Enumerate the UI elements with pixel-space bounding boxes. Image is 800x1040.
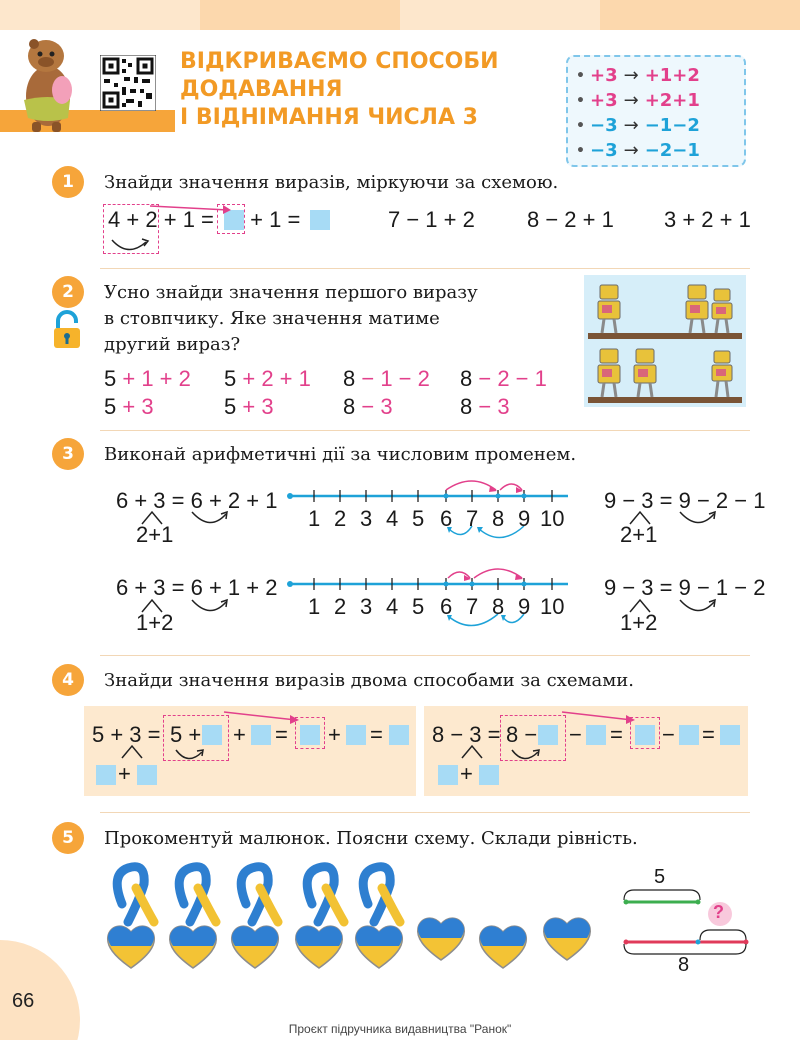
scheme-arrows [100,196,260,266]
tick-label: 1 [308,506,321,531]
expression: 7 − 1 + 2 [388,207,475,232]
task-number-badge: 4 [52,664,84,696]
unlocked-padlock-icon [52,310,82,350]
scheme-operator: + [328,722,341,747]
task-number-badge: 1 [52,166,84,198]
operations: + 1 + 2 [116,366,191,391]
tick-label: 3 [360,506,373,531]
top-strip-segment [400,0,600,30]
task-instruction: Виконай арифметичні дії за числовим променем. [104,444,577,465]
task-number-badge: 5 [52,822,84,854]
rule-right: +2+1 [644,90,700,111]
ribbons-and-hearts-illustration [100,858,600,978]
operand: 2 [145,207,158,232]
scheme-expression: 5 + 3 = [92,722,161,747]
page-number: 66 [12,990,35,1012]
operand: 5 [104,394,117,419]
decomposition-expression: 9 − 3 = 9 − 1 − 2 [604,575,766,600]
rule-right: +1+2 [644,65,700,86]
scheme-inner: 8 − [506,722,538,747]
column-expression [104,394,154,420]
scheme-operator: − [662,722,675,747]
title-line: ВІДКРИВАЄМО СПОСОБИ [180,49,499,74]
heart-icon [356,926,403,968]
task4-arrows [84,706,748,796]
tick-label: 1 [308,594,321,619]
rules-box [566,55,746,167]
top-strip-segment [200,0,400,30]
bullet-icon: • [576,67,585,84]
rule-row [576,63,736,88]
task-instruction: Прокоментуй малюнок. Поясни схему. Склади рівність. [104,828,638,849]
rule-right: −1−2 [644,115,700,136]
arrow-right-icon: → [623,115,639,136]
number-line-labels [300,506,600,534]
task-instruction: Знайди значення виразів, міркуючи за схемою. [104,172,559,193]
expression-rest: + 1 = [163,207,214,232]
heart-icon [418,918,465,960]
rule-row [576,113,736,138]
ribbon-icon [363,867,400,922]
bullet-icon: • [576,92,585,109]
column-expression [104,366,191,392]
tick-label: 7 [466,594,479,619]
operations: − 1 − 2 [355,366,430,391]
operations: − 3 [472,394,510,419]
tick-label: 8 [492,594,505,619]
operations: − 3 [355,394,393,419]
decomposition-expression: 6 + 3 = 6 + 1 + 2 [116,575,278,600]
decomposition-expression: 6 + 3 = 6 + 2 + 1 [116,488,278,513]
column-expression [460,394,510,420]
decomposition-split: 1+2 [620,610,658,635]
operations: + 2 + 1 [236,366,311,391]
heart-icon [296,926,343,968]
heart-icon [544,918,591,960]
capybara-mascot-icon [18,34,78,134]
decomposition-split: 2+1 [136,522,174,547]
tick-label: 9 [518,506,531,531]
operand: 5 [224,366,237,391]
expression: 8 − 2 + 1 [527,207,614,232]
section-divider [100,655,750,656]
scheme-expression: 8 − 3 = [432,722,501,747]
rule-left: +3 [590,90,618,111]
heart-icon [232,926,279,968]
tick-label: 4 [386,506,399,531]
decomposition-split: 2+1 [620,522,658,547]
question-mark-badge: ? [713,902,724,922]
column-expression [343,366,430,392]
bullet-icon: • [576,142,585,159]
scheme-equals: = [370,722,383,747]
operations: + 3 [116,394,154,419]
top-strip-segment [0,0,200,30]
tick-label: 2 [334,506,347,531]
rule-row [576,138,736,163]
tick-label: 7 [466,506,479,531]
scheme-equals: = [610,722,623,747]
scheme-plus: + [460,761,473,786]
instruction-line: в стовпчику. Яке значення матиме [104,308,440,329]
title-line: ДОДАВАННЯ [180,77,343,102]
operand: 5 [224,394,237,419]
tick-label: 10 [540,594,565,619]
section-divider [100,430,750,431]
task-number-badge: 3 [52,438,84,470]
operations: + 3 [236,394,274,419]
instruction-line: Усно знайди значення першого виразу [104,282,478,303]
instruction-line: другий вираз? [104,334,241,355]
tick-label: 2 [334,594,347,619]
section-divider [100,268,750,269]
bullet-icon: • [576,117,585,134]
number-line-labels [300,594,600,622]
operand: 8 [460,366,473,391]
arrow-right-icon: → [623,90,639,111]
rule-left: −3 [590,115,618,136]
arrow-right-icon: → [623,65,639,86]
task-instruction: Знайди значення виразів двома способами за схемами. [104,670,634,691]
heart-icon [108,926,155,968]
tick-label: 5 [412,506,425,531]
operand: 8 [343,394,356,419]
heart-icon [480,926,527,968]
operand: 8 [343,366,356,391]
tick-label: 6 [440,506,453,531]
rule-row [576,88,736,113]
column-expression [460,366,547,392]
ribbon-icon [241,867,278,922]
top-strip-segment [600,0,800,30]
scheme-operator: + [233,722,246,747]
scheme-inner: 5 + [170,722,202,747]
tick-label: 8 [492,506,505,531]
column-expression [343,394,393,420]
tick-label: 5 [412,594,425,619]
scheme-top-value: 5 [654,866,666,888]
operand: 4 [108,207,121,232]
answer-square[interactable] [310,210,330,230]
ribbon-icon [117,867,154,922]
section-divider [100,812,750,813]
operator: + [126,207,140,232]
decomposition-split: 1+2 [136,610,174,635]
title-line: І ВІДНІМАННЯ ЧИСЛА 3 [180,105,478,130]
tick-label: 3 [360,594,373,619]
rule-left: +3 [590,65,618,86]
qr-code-icon[interactable] [100,55,156,111]
scheme-operator: − [569,722,582,747]
expression-rest: + 1 = [250,207,301,232]
segment-scheme-diagram [620,880,750,960]
rule-left: −3 [590,140,618,161]
scheme-bottom-value: 8 [678,954,690,976]
decomposition-expression: 9 − 3 = 9 − 2 − 1 [604,488,766,513]
ribbon-icon [179,867,216,922]
tick-label: 4 [386,594,399,619]
rule-right: −2−1 [644,140,700,161]
operations: − 2 − 1 [472,366,547,391]
tick-label: 6 [440,594,453,619]
tick-label: 9 [518,594,531,619]
ribbon-icon [307,867,344,922]
robots-illustration [584,275,746,407]
page-title [180,48,560,132]
scheme-plus: + [118,761,131,786]
heart-icon [170,926,217,968]
arrow-right-icon: → [623,140,639,161]
scheme-equals: = [275,722,288,747]
task-instruction [104,280,478,358]
column-expression [224,394,274,420]
robots-icon [584,275,746,407]
footer-text: Проєкт підручника видавництва "Ранок" [288,1022,512,1036]
operand: 8 [460,394,473,419]
column-expression [224,366,311,392]
task-number-badge: 2 [52,276,84,308]
operand: 5 [104,366,117,391]
tick-label: 10 [540,506,565,531]
expression: 3 + 2 + 1 [664,207,751,232]
scheme-equals: = [702,722,715,747]
